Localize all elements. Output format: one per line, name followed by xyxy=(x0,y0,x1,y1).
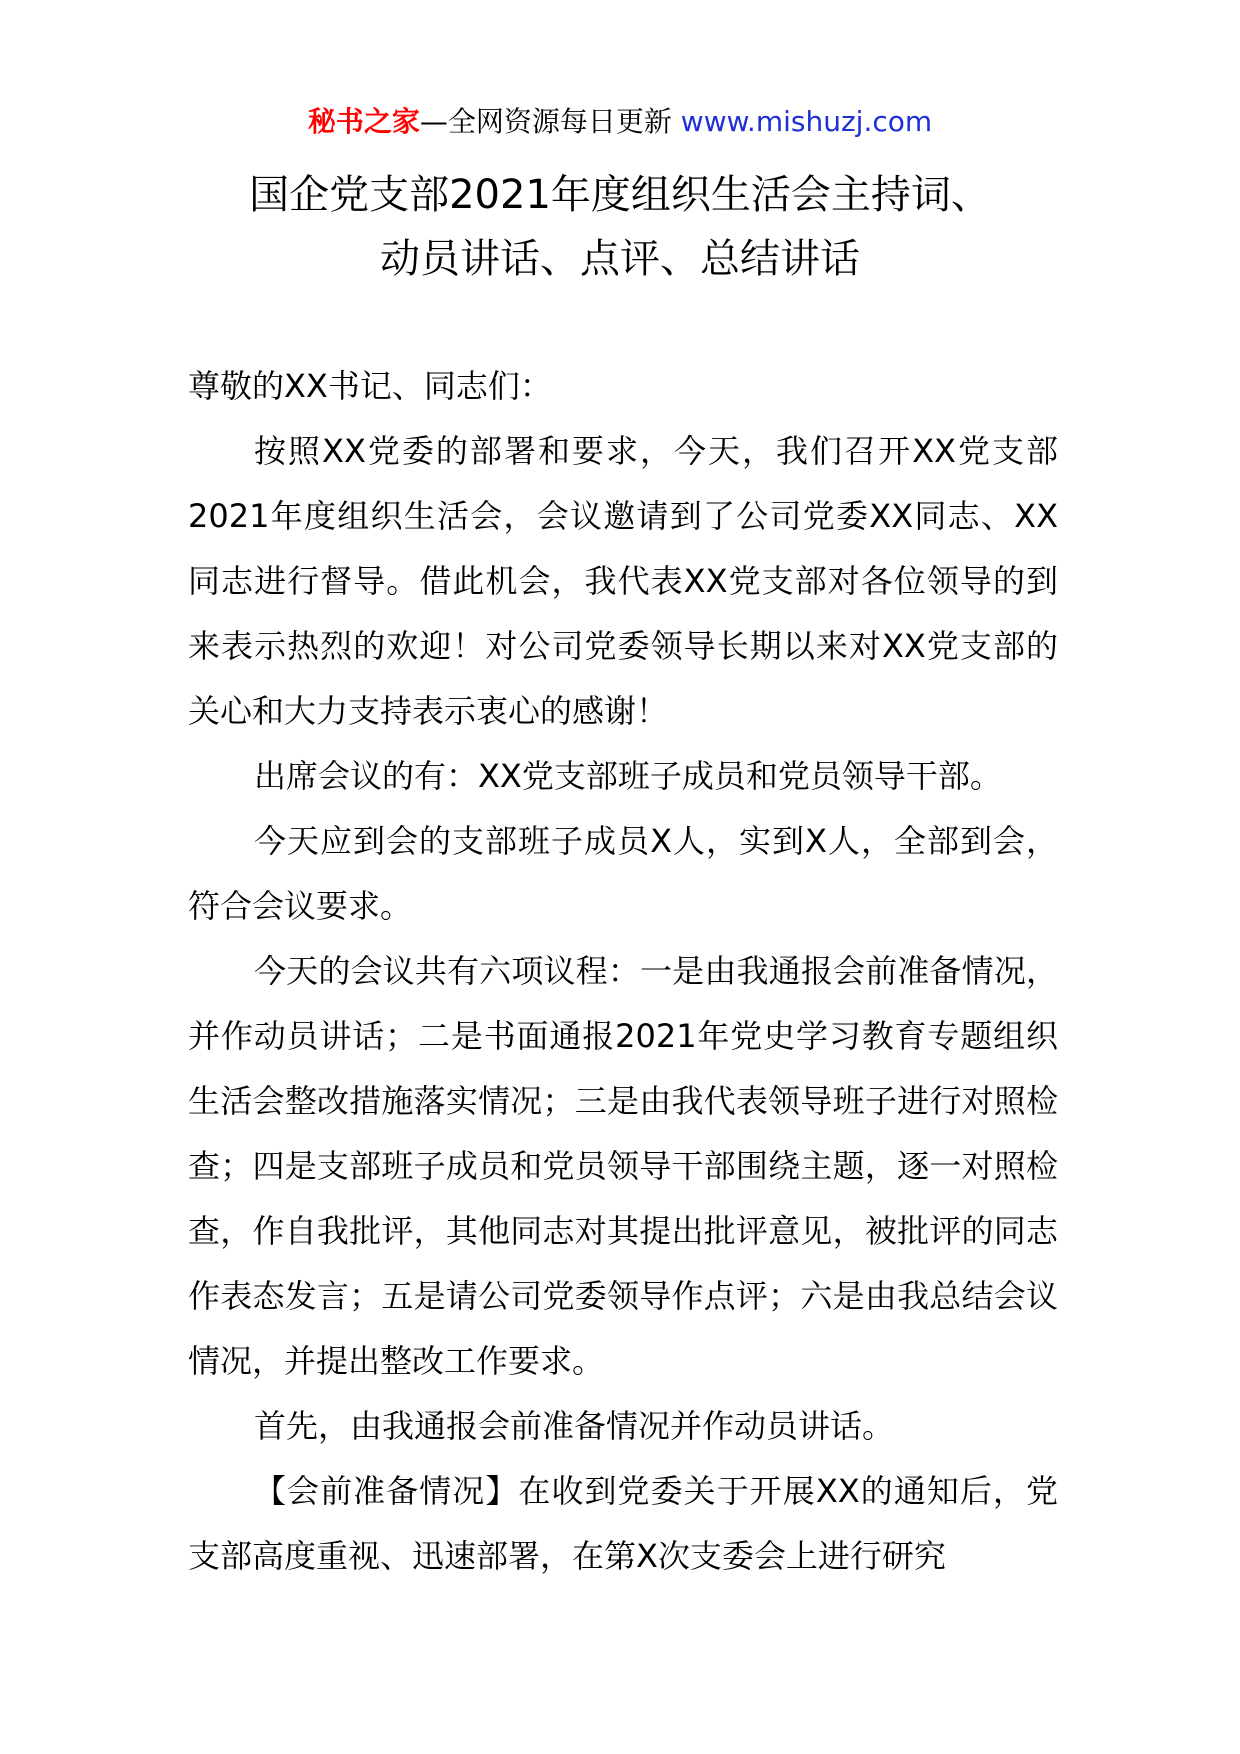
header-slogan: —全网资源每日更新 xyxy=(419,105,672,138)
paragraph-2: 出席会议的有：XX党支部班子成员和党员领导干部。 xyxy=(254,757,1002,795)
document-title xyxy=(140,163,1100,291)
title-line-2: 动员讲话、点评、总结讲话 xyxy=(380,236,860,282)
paragraph-5: 首先，由我通报会前准备情况并作动员讲话。 xyxy=(254,1407,895,1445)
paragraph-4: 今天的会议共有六项议程：一是由我通报会前准备情况，并作动员讲话；二是书面通报2021年党史学习教育专题组织生活会整改措施落实情况；三是由我代表领导班子进行对照检查；四是支部班子成员和党员领导干部围绕主题，逐一对照检查，作自我批评，其他同志对其提出批评意见，被批评的同志作表态发言；五是请公司党委领导作点评；六是由我总结会议情况，并提出整改工作要求。 xyxy=(188,952,1058,1380)
title-line-1: 国企党支部2021年度组织生活会主持词、 xyxy=(249,172,991,218)
site-url-link[interactable]: www.mishuzj.com xyxy=(680,105,933,138)
site-header xyxy=(0,102,1240,142)
salutation: 尊敬的XX书记、同志们： xyxy=(188,367,552,405)
paragraph-1: 按照XX党委的部署和要求，今天，我们召开XX党支部2021年度组织生活会，会议邀请到了公司党委XX同志、XX同志进行督导。借此机会，我代表XX党支部对各位领导的到来表示热烈的欢迎！对公司党委领导长期以来对XX党支部的关心和大力支持表示衷心的感谢！ xyxy=(188,432,1058,730)
paragraph-3: 今天应到会的支部班子成员X人，实到X人，全部到会，符合会议要求。 xyxy=(188,822,1058,925)
paragraph-6: 【会前准备情况】在收到党委关于开展XX的通知后，党支部高度重视、迅速部署，在第X次支委会上进行研究 xyxy=(188,1472,1058,1575)
document-body xyxy=(188,354,1058,1589)
brand-name: 秘书之家 xyxy=(307,105,420,138)
